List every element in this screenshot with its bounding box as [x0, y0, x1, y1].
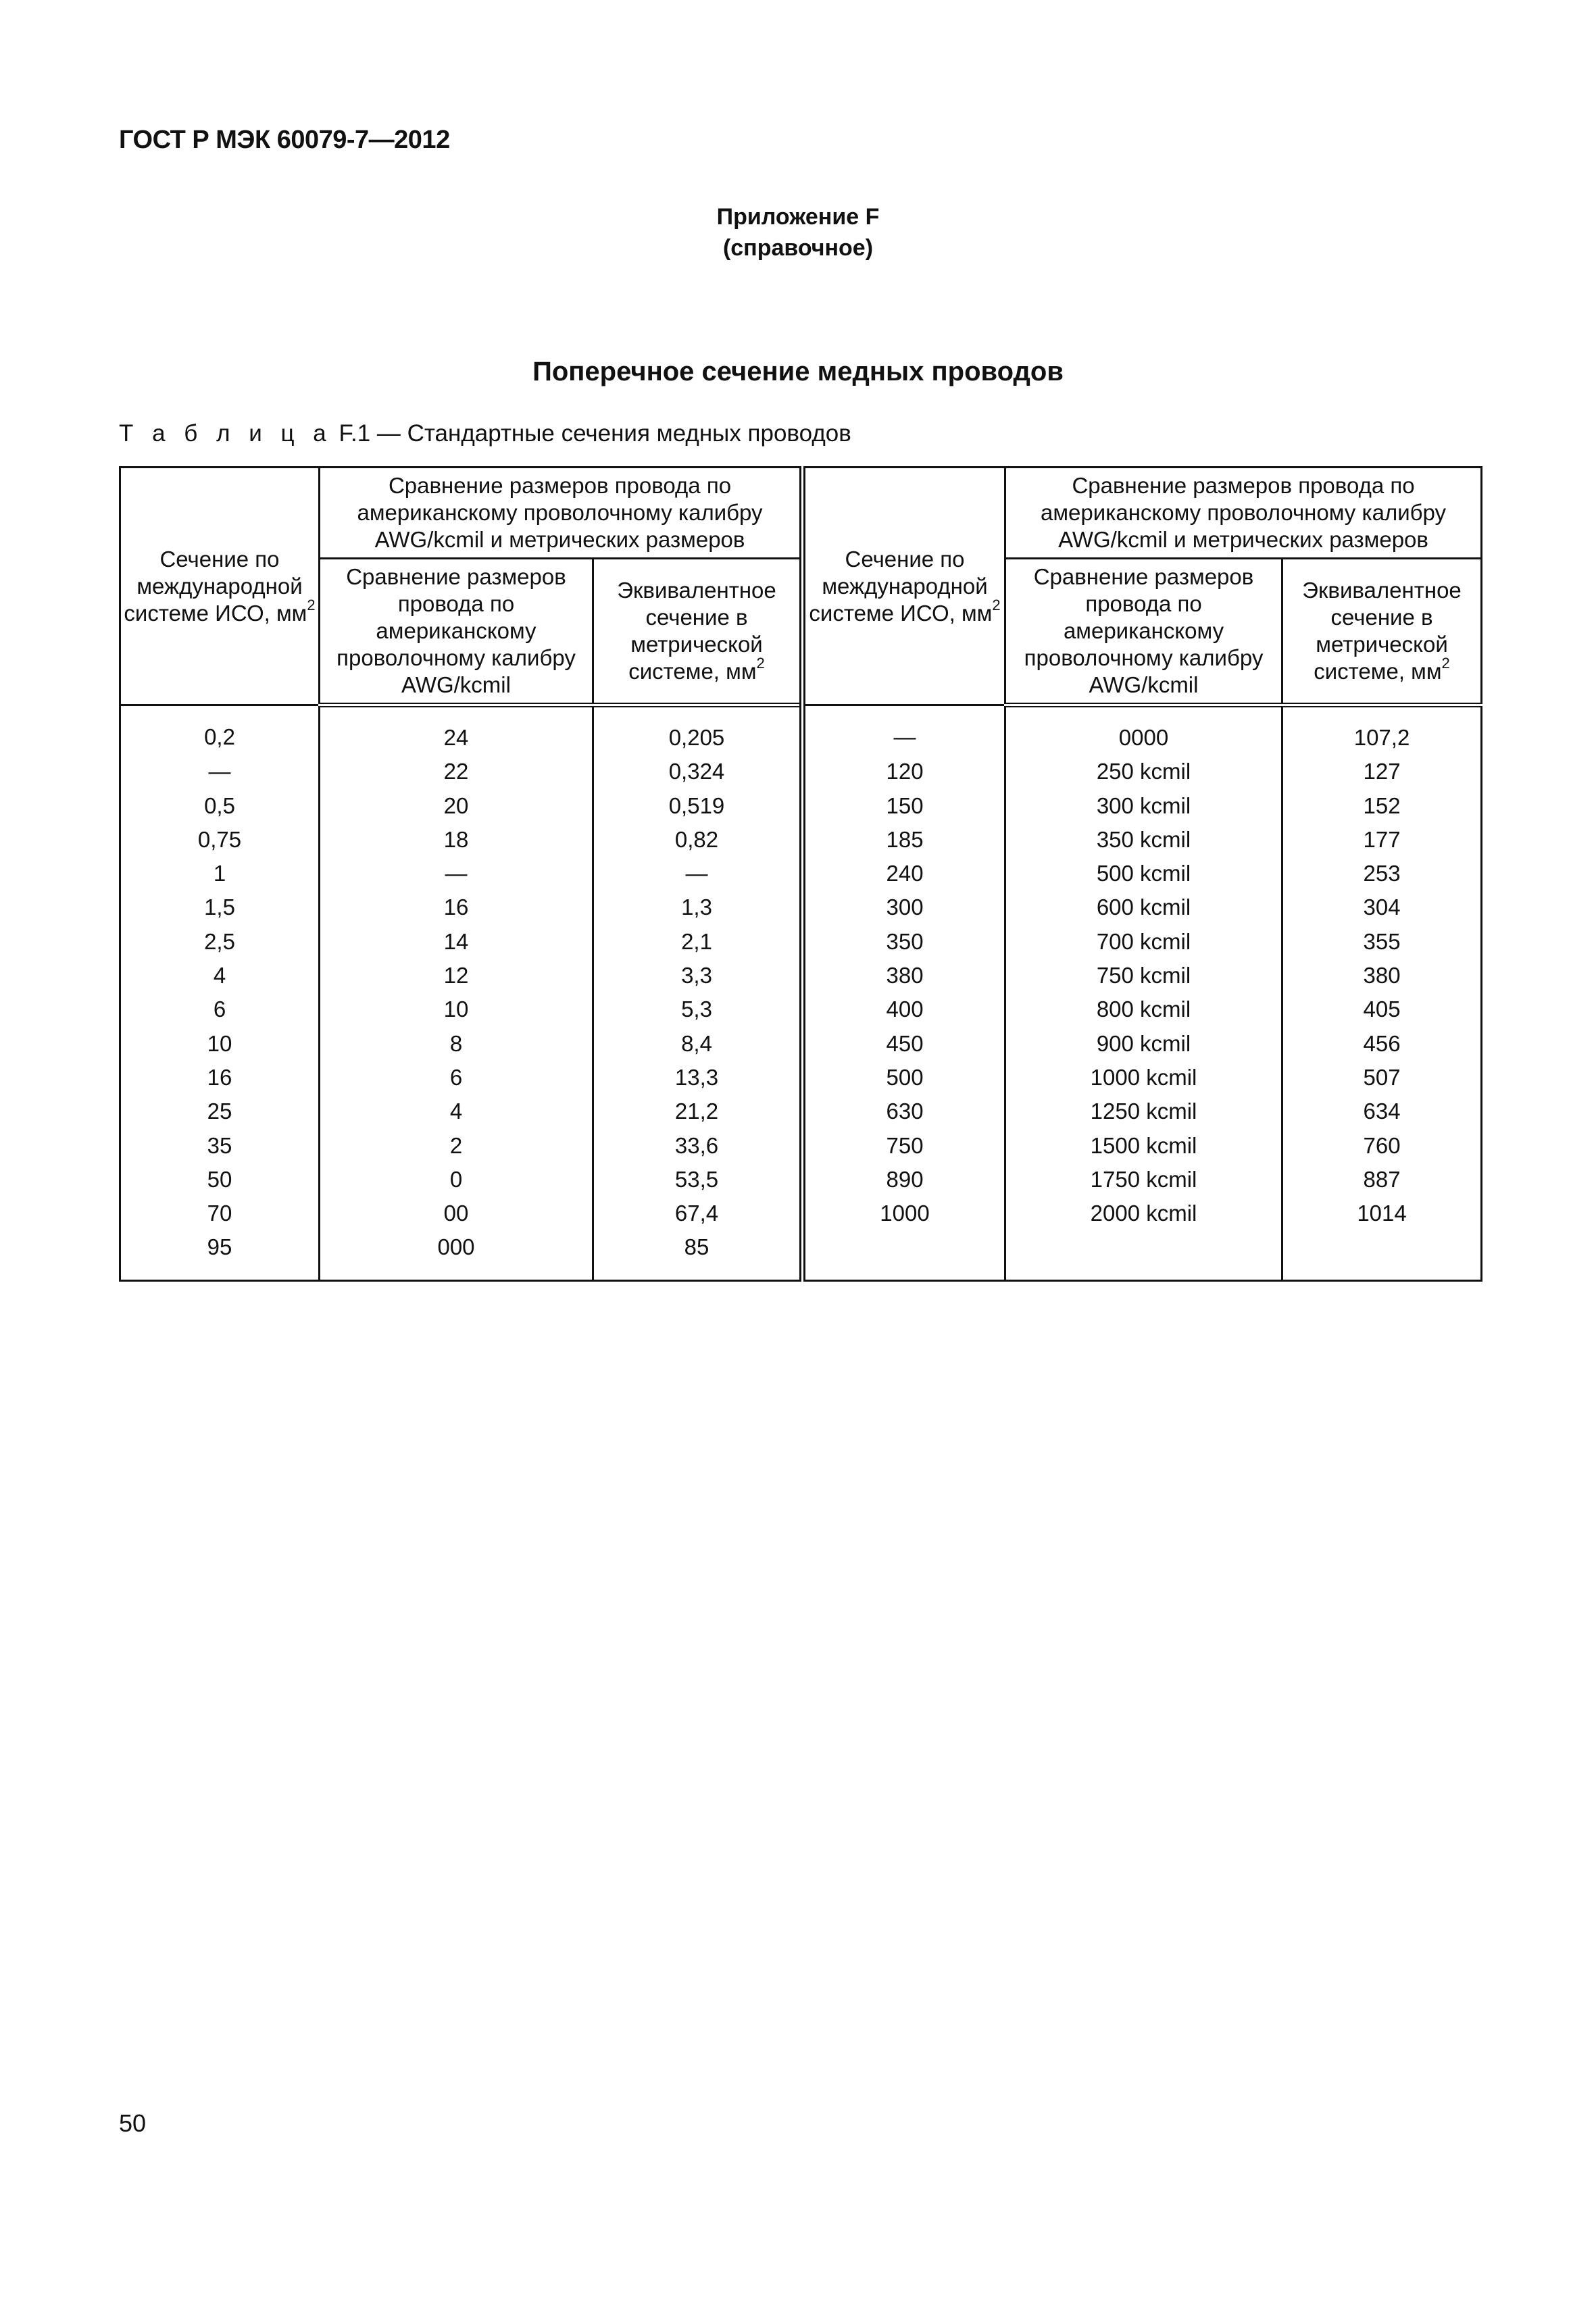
- table-cell: 35: [120, 1129, 320, 1163]
- table-caption: [119, 420, 851, 447]
- table-cell: 253: [1282, 857, 1482, 890]
- table-cell: 4: [120, 959, 320, 992]
- table-row: [120, 789, 1482, 823]
- table-cell: 16: [320, 890, 593, 924]
- table-cell: 10: [320, 992, 593, 1026]
- table-row: [120, 755, 1482, 788]
- table-cell: 355: [1282, 925, 1482, 959]
- table-row: [120, 925, 1482, 959]
- table-cell: —: [320, 857, 593, 890]
- table-cell: 634: [1282, 1095, 1482, 1128]
- table-cell: 1250 kcmil: [1005, 1095, 1282, 1128]
- page-number: 50: [119, 2109, 147, 2137]
- table-cell: 900 kcmil: [1005, 1027, 1282, 1061]
- table-cell: 500: [803, 1061, 1005, 1095]
- table-cell: 350 kcmil: [1005, 823, 1282, 857]
- table-row: [120, 1061, 1482, 1095]
- table-cell: 152: [1282, 789, 1482, 823]
- table-cell: —: [120, 755, 320, 788]
- annex-title: Приложение F: [716, 204, 880, 230]
- document-code: ГОСТ Р МЭК 60079-7—2012: [119, 126, 450, 154]
- table-cell: 456: [1282, 1027, 1482, 1061]
- table-cell: 2,1: [593, 925, 803, 959]
- table-cell: 177: [1282, 823, 1482, 857]
- table-cell: 10: [120, 1027, 320, 1061]
- table-caption-text: F.1 — Стандартные сечения медных проводов: [339, 420, 851, 447]
- copper-wire-sections-table: [119, 466, 1482, 1282]
- table-cell: 67,4: [593, 1197, 803, 1230]
- table-cell: 1,5: [120, 890, 320, 924]
- annex-kind: (справочное): [722, 235, 874, 261]
- table-cell: 507: [1282, 1061, 1482, 1095]
- table-row: [120, 857, 1482, 890]
- table-cell: 12: [320, 959, 593, 992]
- table-cell: 8: [320, 1027, 593, 1061]
- table-cell: 16: [120, 1061, 320, 1095]
- header-iso-left: Сечение по международной системе ИСО, $мм^2$: [120, 468, 320, 705]
- table-cell: 33,6: [593, 1129, 803, 1163]
- table-cell: 890: [803, 1163, 1005, 1197]
- table-cell: 1750 kcmil: [1005, 1163, 1282, 1197]
- table-cell: 21,2: [593, 1095, 803, 1128]
- table-cell: 000: [320, 1230, 593, 1280]
- table-cell: 70: [120, 1197, 320, 1230]
- table-cell: 1000: [803, 1197, 1005, 1230]
- header-awg-left: Сравнение размеров провода по американскому проволочному калибру AWG/kcmil: [320, 559, 593, 705]
- table-cell: 14: [320, 925, 593, 959]
- table-row: [120, 1230, 1482, 1280]
- table-cell: 240: [803, 857, 1005, 890]
- table-cell: 887: [1282, 1163, 1482, 1197]
- table-cell: 107,2: [1282, 705, 1482, 755]
- table-cell: 800 kcmil: [1005, 992, 1282, 1026]
- table-cell: 3,3: [593, 959, 803, 992]
- table-subheader-row: [120, 559, 1482, 705]
- table-cell: 8,4: [593, 1027, 803, 1061]
- table-header-row: [120, 468, 1482, 559]
- table-cell: 95: [120, 1230, 320, 1280]
- table-cell: 0000: [1005, 705, 1282, 755]
- table-cell: [803, 1230, 1005, 1280]
- header-awg-right: Сравнение размеров провода по американскому проволочному калибру AWG/kcmil: [1005, 559, 1282, 705]
- table-cell: 304: [1282, 890, 1482, 924]
- header-metric-right: Эквивалентное сечение в метрической системе, $мм^2$: [1282, 559, 1482, 705]
- table-cell: [1282, 1230, 1482, 1280]
- table-cell: 400: [803, 992, 1005, 1026]
- header-group-left: Сравнение размеров провода по американскому проволочному калибру AWG/kcmil и метрических размеров: [320, 468, 803, 559]
- table-cell: 18: [320, 823, 593, 857]
- table-cell: 20: [320, 789, 593, 823]
- table-cell: 50: [120, 1163, 320, 1197]
- table-cell: 4: [320, 1095, 593, 1128]
- table-cell: 150: [803, 789, 1005, 823]
- table-cell: 600 kcmil: [1005, 890, 1282, 924]
- table-cell: 0: [320, 1163, 593, 1197]
- header-metric-left: Эквивалентное сечение в метрической системе, $мм^2$: [593, 559, 803, 705]
- table-cell: 13,3: [593, 1061, 803, 1095]
- table-cell: 0,324: [593, 755, 803, 788]
- table-cell: 1014: [1282, 1197, 1482, 1230]
- header-group-right: Сравнение размеров провода по американскому проволочному калибру AWG/kcmil и метрических размеров: [1005, 468, 1482, 559]
- table-cell: 53,5: [593, 1163, 803, 1197]
- table-row: [120, 1163, 1482, 1197]
- table-cell: [1005, 1230, 1282, 1280]
- table-cell: 185: [803, 823, 1005, 857]
- table-cell: 1500 kcmil: [1005, 1129, 1282, 1163]
- table-cell: 1,3: [593, 890, 803, 924]
- table-cell: 380: [1282, 959, 1482, 992]
- table-cell: 300 kcmil: [1005, 789, 1282, 823]
- table-body: [120, 705, 1482, 1281]
- table-cell: 25: [120, 1095, 320, 1128]
- table-row: [120, 890, 1482, 924]
- table-cell: 0,5: [120, 789, 320, 823]
- table-cell: —: [593, 857, 803, 890]
- table-cell: 350: [803, 925, 1005, 959]
- table-cell: 85: [593, 1230, 803, 1280]
- table-row: [120, 1095, 1482, 1128]
- table-cell: 1: [120, 857, 320, 890]
- table-cell: 0,75: [120, 823, 320, 857]
- table-cell: 250 kcmil: [1005, 755, 1282, 788]
- table-row: [120, 705, 1482, 755]
- table-cell: 500 kcmil: [1005, 857, 1282, 890]
- table-cell: 0,82: [593, 823, 803, 857]
- table-cell: 750: [803, 1129, 1005, 1163]
- table-cell: 0,205: [593, 705, 803, 755]
- table-cell: 6: [320, 1061, 593, 1095]
- table-row: [120, 992, 1482, 1026]
- table-cell: 0,519: [593, 789, 803, 823]
- table-cell: 300: [803, 890, 1005, 924]
- table-cell: 630: [803, 1095, 1005, 1128]
- table-row: [120, 1129, 1482, 1163]
- table-cell: 450: [803, 1027, 1005, 1061]
- table-row: [120, 1197, 1482, 1230]
- table-cell: 750 kcmil: [1005, 959, 1282, 992]
- table-cell: 120: [803, 755, 1005, 788]
- table-cell: 0,2: [120, 705, 320, 755]
- table-cell: 700 kcmil: [1005, 925, 1282, 959]
- table-cell: 24: [320, 705, 593, 755]
- table-cell: 2,5: [120, 925, 320, 959]
- table-caption-prefix: Т а б л и ц а: [119, 420, 332, 447]
- table-row: [120, 959, 1482, 992]
- table-row: [120, 1027, 1482, 1061]
- table-cell: 22: [320, 755, 593, 788]
- section-title: Поперечное сечение медных проводов: [532, 357, 1064, 386]
- table-row: [120, 823, 1482, 857]
- table-cell: 760: [1282, 1129, 1482, 1163]
- header-iso-right: Сечение по международной системе ИСО, $мм^2$: [803, 468, 1005, 705]
- table-cell: 5,3: [593, 992, 803, 1026]
- table-cell: 00: [320, 1197, 593, 1230]
- table-cell: 380: [803, 959, 1005, 992]
- table-cell: 405: [1282, 992, 1482, 1026]
- table-cell: —: [803, 705, 1005, 755]
- table-cell: 1000 kcmil: [1005, 1061, 1282, 1095]
- table-cell: 6: [120, 992, 320, 1026]
- table-cell: 2: [320, 1129, 593, 1163]
- table-cell: 127: [1282, 755, 1482, 788]
- table-cell: 2000 kcmil: [1005, 1197, 1282, 1230]
